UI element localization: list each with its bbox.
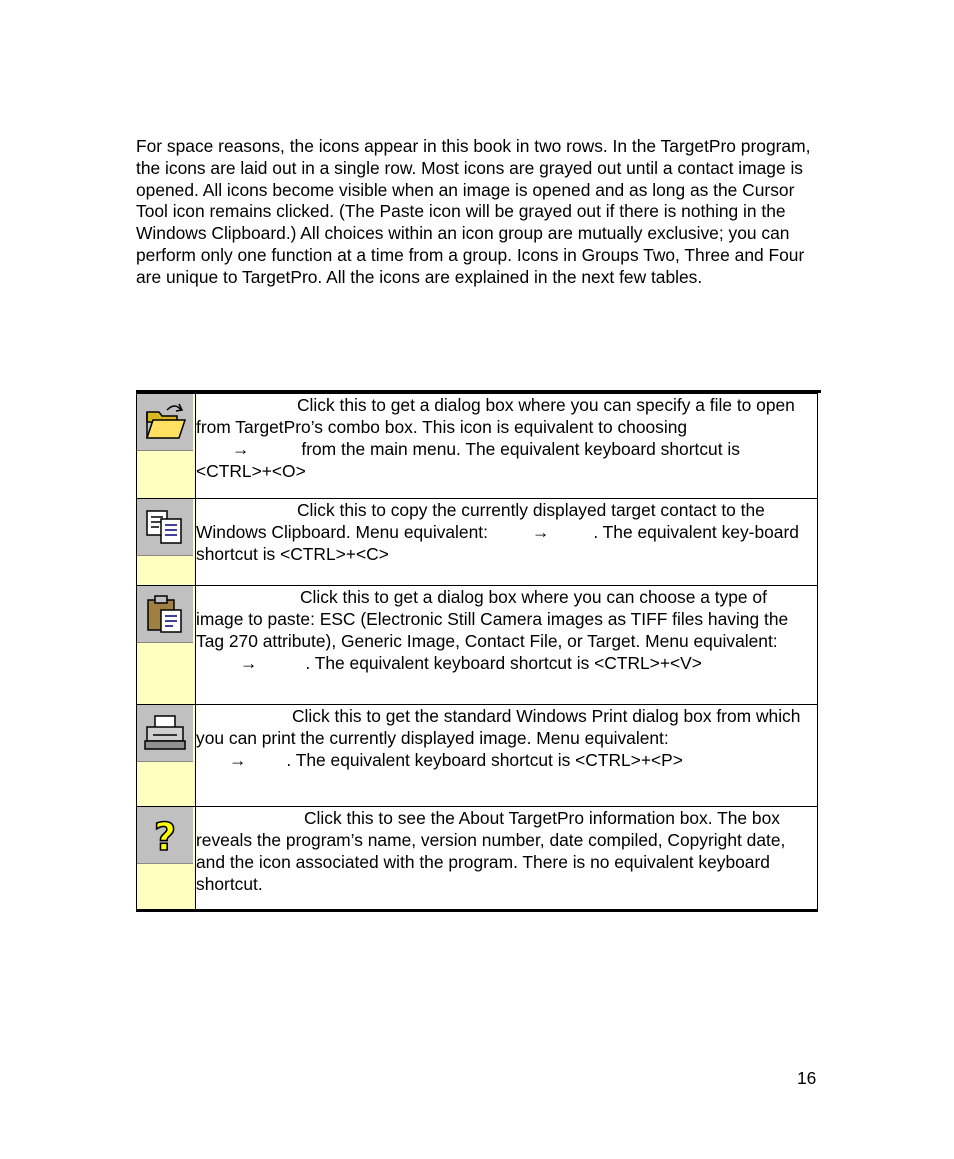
open-folder-icon [143, 402, 187, 442]
page-number: 16 [797, 1068, 817, 1088]
arrow-glyph: → [229, 750, 247, 770]
copy-icon [143, 507, 187, 547]
icon-cell [137, 705, 196, 807]
arrow-glyph: → [531, 522, 550, 542]
table-row [137, 499, 818, 586]
help-question-icon [143, 813, 187, 857]
intro-paragraph: For space reasons, the icons appear in this book in two rows. In the TargetPro program, the icons are laid out in a single row. Most icons are grayed out until a contact image is opened. All icons become visible when an image is opened and as long as the Cursor Tool icon remains clicked. (The Paste icon will be grayed out if there is nothing in the Windows Clipboard.) All choices within an icon group are mutually exclusive; you can perform only one function at a time from a group. Icons in Groups Two, Three and Four are unique to TargetPro. All the icons are explained in the next few tables. [136, 136, 811, 287]
icon-cell [137, 586, 196, 705]
paste-icon [143, 594, 187, 634]
icon-table [136, 393, 818, 912]
icon-description: Click this to copy the currently displayed target contact to the Windows Clipboard. Menu equivalent: → . The equivalent key-board shortcut is <CTRL>+<C> [196, 499, 818, 586]
icon-description: Click this to get a dialog box where you can choose a type of image to paste: ESC (Electronic Still Camera images as TIFF files having the Tag 270 attribute), Generic Image, Contact File, or Target. Menu equivalent:→ . The equivalent keyboard shortcut is <CTRL>+<V> [196, 586, 818, 705]
table-row [137, 807, 818, 911]
icon-description: Click this to see the About TargetPro information box. The box reveals the program’s name, version number, date compiled, Copyright date, and the icon associated with the program. There is no equivalent keyboard shortcut. [196, 807, 818, 911]
icon-cell [137, 807, 196, 911]
icon-description: Click this to get the standard Windows Print dialog box from which you can print the currently displayed image. Menu equivalent: → . The equivalent keyboard shortcut is <CTRL>+<P> [196, 705, 818, 807]
arrow-glyph: → [240, 653, 258, 673]
table-row [137, 705, 818, 807]
svg-text:?: ? [153, 815, 177, 857]
icon-cell [137, 499, 196, 586]
icon-cell [137, 394, 196, 499]
table-row [137, 394, 818, 499]
printer-icon [143, 713, 187, 753]
arrow-glyph: → [232, 439, 250, 459]
icon-description: Click this to get a dialog box where you can specify a file to open from TargetPro’s combo box. This icon is equivalent to choosing → from the main menu. The equivalent keyboard shortcut is <CTRL>+<O> [196, 394, 818, 499]
table-row [137, 586, 818, 705]
